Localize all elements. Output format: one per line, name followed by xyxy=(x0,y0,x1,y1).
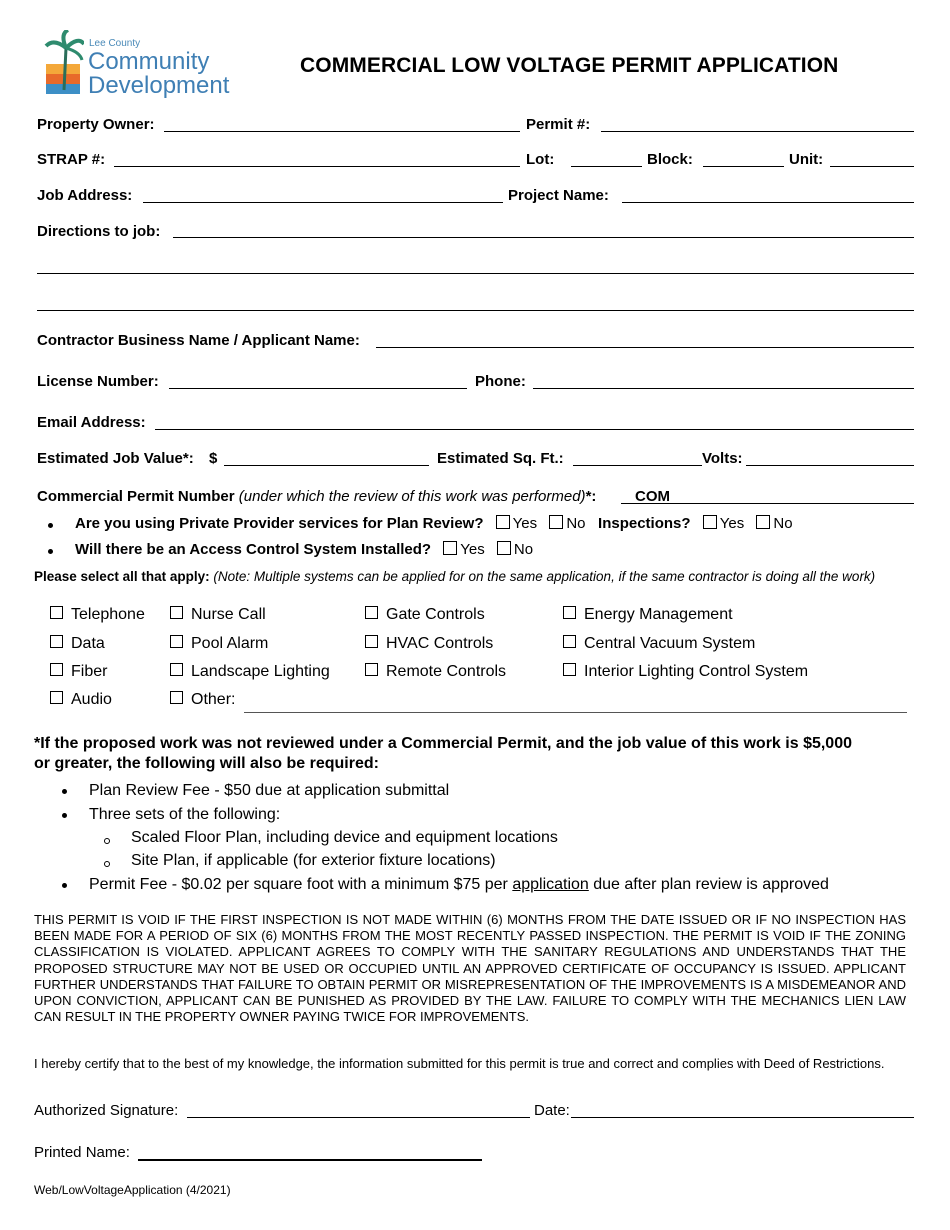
select-all-label: Please select all that apply: xyxy=(34,569,210,584)
access-control-label: Will there be an Access Control System Installed? xyxy=(75,541,432,558)
commercial-permit-row xyxy=(37,488,596,505)
unit-label: Unit: xyxy=(789,151,824,168)
bullet-icon xyxy=(48,523,53,528)
phone-field[interactable] xyxy=(533,388,914,389)
requirement-plan-review-fee: Plan Review Fee - $50 due at application submittal xyxy=(89,782,450,799)
job-value-label: Estimated Job Value*: xyxy=(37,450,194,467)
footer-form-id: Web/LowVoltageApplication (4/2021) xyxy=(34,1183,231,1197)
other-field[interactable] xyxy=(244,712,907,713)
checkbox-icon[interactable] xyxy=(170,635,183,648)
private-provider-label: Are you using Private Provider services for Plan Review? xyxy=(75,515,484,532)
commercial-permit-note: (under which the review of this work was performed) xyxy=(238,488,586,505)
sqft-label: Estimated Sq. Ft.: xyxy=(437,450,564,467)
checkbox-icon[interactable] xyxy=(365,635,378,648)
lee-county-logo xyxy=(44,30,244,100)
directions-field[interactable] xyxy=(173,237,914,238)
system-telephone[interactable] xyxy=(50,606,145,624)
system-pool-alarm[interactable] xyxy=(170,635,268,653)
license-label: License Number: xyxy=(37,373,159,390)
system-label: Interior Lighting Control System xyxy=(584,663,809,680)
system-interior-lighting[interactable] xyxy=(563,663,808,681)
private-provider-no-checkbox[interactable] xyxy=(549,515,563,529)
system-label: Landscape Lighting xyxy=(191,663,330,680)
contractor-field[interactable] xyxy=(376,347,914,348)
block-field[interactable] xyxy=(703,166,784,167)
system-label: Fiber xyxy=(71,663,108,680)
system-other[interactable] xyxy=(170,691,235,709)
system-label: Data xyxy=(71,635,105,652)
system-audio[interactable] xyxy=(50,691,112,709)
system-central-vacuum[interactable] xyxy=(563,635,755,653)
access-control-no-label: No xyxy=(513,541,534,558)
select-all-note: (Note: Multiple systems can be applied for on the same application, if the same contractor is doing all the work) xyxy=(213,569,876,584)
logo-community: Community xyxy=(88,48,210,75)
unit-field[interactable] xyxy=(830,166,914,167)
sqft-field[interactable] xyxy=(573,465,702,466)
system-remote-controls[interactable] xyxy=(365,663,506,681)
requirement-permit-fee xyxy=(89,876,829,894)
strap-label: STRAP #: xyxy=(37,151,106,168)
system-fiber[interactable] xyxy=(50,663,107,681)
access-control-no-checkbox[interactable] xyxy=(497,541,511,555)
strap-field[interactable] xyxy=(114,166,520,167)
checkbox-icon[interactable] xyxy=(50,663,63,676)
inspections-no-checkbox[interactable] xyxy=(756,515,770,529)
checkbox-icon[interactable] xyxy=(563,663,576,676)
system-label: Other: xyxy=(191,691,236,708)
volts-label: Volts: xyxy=(702,450,743,467)
system-label: Telephone xyxy=(71,606,145,623)
system-hvac-controls[interactable] xyxy=(365,635,493,653)
checkbox-icon[interactable] xyxy=(50,691,63,704)
checkbox-icon[interactable] xyxy=(50,606,63,619)
system-landscape-lighting[interactable] xyxy=(170,663,330,681)
logo-county: Lee County xyxy=(89,38,141,49)
requirement-three-sets: Three sets of the following: xyxy=(89,806,281,823)
checkbox-icon[interactable] xyxy=(170,663,183,676)
printed-name-field[interactable] xyxy=(138,1159,482,1161)
system-label: HVAC Controls xyxy=(386,635,494,652)
system-nurse-call[interactable] xyxy=(170,606,266,624)
inspections-no-label: No xyxy=(773,515,793,532)
phone-label: Phone: xyxy=(475,373,526,390)
printed-name-label: Printed Name: xyxy=(34,1144,130,1161)
block-label: Block: xyxy=(647,151,693,168)
date-field[interactable] xyxy=(571,1117,914,1118)
project-name-label: Project Name: xyxy=(508,187,609,204)
private-provider-question xyxy=(75,515,793,532)
system-label: Pool Alarm xyxy=(191,635,269,652)
checkbox-icon[interactable] xyxy=(50,635,63,648)
page-title: COMMERCIAL LOW VOLTAGE PERMIT APPLICATION xyxy=(300,54,839,77)
checkbox-icon[interactable] xyxy=(563,606,576,619)
checkbox-icon[interactable] xyxy=(170,606,183,619)
license-field[interactable] xyxy=(169,388,467,389)
lot-field[interactable] xyxy=(571,166,642,167)
permit-number-label: Permit #: xyxy=(526,116,591,133)
email-field[interactable] xyxy=(155,429,914,430)
lot-label: Lot: xyxy=(526,151,555,168)
bullet-icon xyxy=(62,883,67,888)
bullet-icon xyxy=(62,789,67,794)
system-label: Gate Controls xyxy=(386,606,485,623)
checkbox-icon[interactable] xyxy=(365,606,378,619)
private-provider-yes-checkbox[interactable] xyxy=(496,515,510,529)
system-label: Audio xyxy=(71,691,112,708)
requirement-site-plan: Site Plan, if applicable (for exterior fixture locations) xyxy=(131,852,496,869)
requirements-intro-1: *If the proposed work was not reviewed under a Commercial Permit, and the job value of this work is $5,000 xyxy=(34,735,852,752)
access-control-question xyxy=(75,541,533,558)
date-label: Date: xyxy=(534,1102,570,1119)
commercial-permit-value[interactable]: COM xyxy=(635,488,670,505)
permit-fee-text: Permit Fee - $0.02 per square foot with a minimum $75 per xyxy=(89,876,513,893)
directions-field-line-3[interactable] xyxy=(37,310,914,311)
inspections-yes-label: Yes xyxy=(719,515,745,532)
volts-field[interactable] xyxy=(746,465,914,466)
legal-notice: THIS PERMIT IS VOID IF THE FIRST INSPECTION IS NOT MADE WITHIN (6) MONTHS FROM THE DATE ISSUED OR IF NO INSPECTION HAS BEEN MADE FOR A PERIOD OF SIX (6) MONTHS FROM THE MOST RECENTLY PASSED INSPECTION. THE PERMIT IS VOID IF THE ZONING CLASSIFICATION IS VIOLATED. APPLICANT AGREES TO COMPLY WITH THE SANITARY REGULATIONS AND UNDERSTANDS THAT THE PROPOSED STRUCTURE MAY NOT BE USED OR OCCUPIED UNTIL AN APPROVED CERTIFICATE OF OCCUPANCY IS ISSUED. APPLICANT FURTHER UNDERSTANDS THAT FAILURE TO OBTAIN PERMIT OR MISREPRESENTATION OF THE IMPROVEMENTS IS A MISDEMEANOR AND UPON CONVICTION, APPLICANT CAN BE PUNISHED AS PROVIDED BY THE LAW. FAILURE TO COMPLY WITH THE MECHANICS LIEN LAW CAN RESULT IN THE PROPERTY OWNER PAYING TWICE FOR IMPROVEMENTS. xyxy=(34,912,906,1025)
dollar-sign: $ xyxy=(209,450,218,467)
requirements-intro-2: or greater, the following will also be required: xyxy=(34,755,379,772)
commercial-permit-label: Commercial Permit Number xyxy=(37,488,235,505)
authorized-signature-label: Authorized Signature: xyxy=(34,1102,179,1119)
bullet-icon xyxy=(62,813,67,818)
system-label: Nurse Call xyxy=(191,606,266,623)
sub-bullet-icon xyxy=(104,861,110,867)
authorized-signature-field[interactable] xyxy=(187,1117,530,1118)
private-provider-yes-label: Yes xyxy=(512,515,538,532)
permit-fee-text-end: due after plan review is approved xyxy=(588,876,829,893)
access-control-yes-checkbox[interactable] xyxy=(443,541,457,555)
permit-fee-application: application xyxy=(512,876,589,893)
permit-number-field[interactable] xyxy=(601,131,914,132)
job-address-field[interactable] xyxy=(143,202,503,203)
directions-label: Directions to job: xyxy=(37,223,161,240)
property-owner-label: Property Owner: xyxy=(37,116,155,133)
email-label: Email Address: xyxy=(37,414,146,431)
checkbox-icon[interactable] xyxy=(563,635,576,648)
select-all-row xyxy=(34,569,875,584)
job-value-field[interactable] xyxy=(224,465,429,466)
inspections-label: Inspections? xyxy=(598,515,691,532)
job-address-label: Job Address: xyxy=(37,187,133,204)
property-owner-field[interactable] xyxy=(164,131,520,132)
bullet-icon xyxy=(48,549,53,554)
contractor-label: Contractor Business Name / Applicant Name: xyxy=(37,332,360,349)
system-data[interactable] xyxy=(50,635,105,653)
requirement-floor-plan: Scaled Floor Plan, including device and equipment locations xyxy=(131,829,558,846)
system-label: Remote Controls xyxy=(386,663,507,680)
system-energy-management[interactable] xyxy=(563,606,733,624)
directions-field-line-2[interactable] xyxy=(37,273,914,274)
system-label: Energy Management xyxy=(584,606,733,623)
logo-development: Development xyxy=(88,72,230,99)
palm-tree-icon xyxy=(44,30,84,96)
certification-text: I hereby certify that to the best of my knowledge, the information submitted for this permit is true and correct and complies with Deed of Restrictions. xyxy=(34,1056,885,1071)
private-provider-no-label: No xyxy=(566,515,586,532)
access-control-yes-label: Yes xyxy=(460,541,485,558)
project-name-field[interactable] xyxy=(622,202,914,203)
checkbox-icon[interactable] xyxy=(170,691,183,704)
sub-bullet-icon xyxy=(104,838,110,844)
commercial-permit-suffix: *: xyxy=(585,488,597,505)
checkbox-icon[interactable] xyxy=(365,663,378,676)
system-gate-controls[interactable] xyxy=(365,606,485,624)
system-label: Central Vacuum System xyxy=(584,635,756,652)
inspections-yes-checkbox[interactable] xyxy=(703,515,717,529)
